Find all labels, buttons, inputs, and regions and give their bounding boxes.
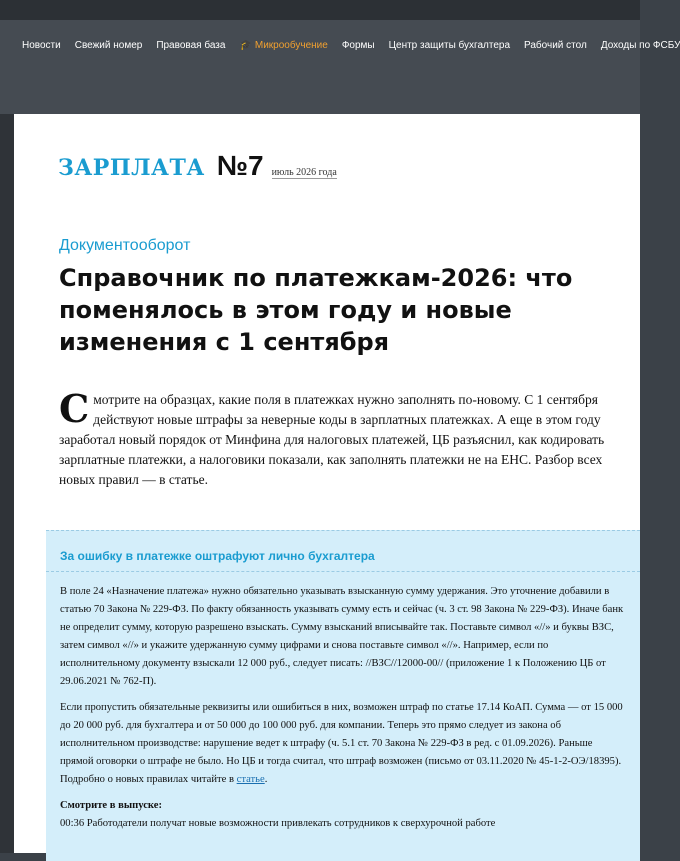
article-rubric[interactable]: Документооборот bbox=[59, 237, 191, 254]
see-also-item[interactable]: 00:36 Работодатели получат новые возможности привлекать сотрудников к сверхурочной работе bbox=[60, 818, 496, 829]
left-sidebar bbox=[0, 114, 14, 853]
article-page bbox=[14, 114, 640, 853]
issue-number: №7 bbox=[216, 150, 264, 181]
info-box-body bbox=[60, 583, 628, 833]
info-paragraph-1: В поле 24 «Назначение платежа» нужно обязательно указывать взысканную сумму удержания. Это уточнение добавили в статью 70 Закона № 229-ФЗ. По факту обязанность указывать сумму есть и сейчас (ч. 3 ст. 98 Закона № 229-ФЗ). Иначе банк не определит сумму, которую разрешено взыскать. Сумму взысканий вписывайте так. Поставьте символ «//» и буквы ВЗС, затем символ «//» и укажите удержанную сумму цифрами и снова поставьте символ «//». Например, если по исполнительному документу взыскали 12 000 руб., следует писать: //ВЗС//12000-00// (приложение 1 к Положению ЦБ от 29.06.2021 № 762-П). bbox=[60, 586, 624, 687]
info-paragraph-2-end: . bbox=[264, 774, 268, 785]
nav-item-accountant-protection[interactable]: Центр защиты бухгалтера bbox=[388, 39, 511, 51]
masthead bbox=[58, 150, 337, 182]
info-box-divider bbox=[46, 571, 640, 572]
article-lead bbox=[59, 386, 609, 490]
article-title: Справочник по платежкам-2026: что поменялось в этом году и новые изменения с 1 сентября bbox=[59, 264, 573, 356]
info-paragraph-2-text: Если пропустить обязательные реквизиты или ошибиться в них, возможен штраф по статье 17.14 КоАП. Сумма — от 15 000 до 20 000 руб. для бухгалтера и от 50 000 до 100 000 руб. для компании. Теперь это прямо следует из закона об исполнительном производстве: нарушение ведет к штрафу (ч. 5.1 ст. 70 Закона № 229-ФЗ в ред. с 01.09.2026). Раньше прямой оговорки о штрафе не было. Но ЦБ и тогда считал, что штраф возможен (письмо от 03.11.2020 № 45-1-2-ОЭ/18395). Подробно о новых правилах читайте в bbox=[60, 702, 623, 785]
info-box-title: За ошибку в платежке оштрафуют лично бухгалтера bbox=[60, 549, 375, 563]
info-paragraph-2 bbox=[60, 699, 628, 789]
nav-item-forms[interactable]: Формы bbox=[341, 39, 375, 51]
see-also bbox=[60, 797, 628, 833]
main-nav bbox=[0, 20, 680, 70]
magazine-logo[interactable]: ЗАРПЛАТА bbox=[58, 155, 205, 181]
nav-item-news[interactable]: Новости bbox=[22, 39, 61, 51]
issue-date[interactable]: июль 2026 года bbox=[271, 167, 337, 178]
header-band bbox=[0, 70, 640, 114]
info-box bbox=[46, 530, 640, 861]
article-link[interactable]: статье bbox=[236, 774, 265, 785]
nav-item-fresh-issue[interactable]: Свежий номер bbox=[74, 39, 143, 51]
nav-item-microlearning-label: Микрообучение bbox=[254, 39, 328, 51]
graduation-cap-icon: 🎓 bbox=[239, 39, 252, 51]
nav-item-legal-base[interactable]: Правовая база bbox=[156, 39, 226, 51]
lead-text: мотрите на образцах, какие поля в платежках нужно заполнять по-новому. С 1 сентября действуют новые штрафы за неверные коды в зарплатных платежках. А еще в этом году заработал новый порядок от Минфина для налоговых платежей, ЦБ разъяснил, как кодировать зарплатные платежки, а налоговики показали, как заполнять платежки не на ЕНС. Разбор всех новых правил — в статье. bbox=[59, 392, 605, 487]
see-also-label: Смотрите в выпуске: bbox=[60, 800, 162, 811]
window-top-strip bbox=[0, 0, 640, 20]
nav-item-microlearning[interactable] bbox=[239, 40, 327, 51]
nav-item-desktop[interactable]: Рабочий стол bbox=[524, 39, 587, 51]
drop-cap: С bbox=[59, 386, 90, 431]
nav-item-fsbu-income[interactable]: Доходы по ФСБУ bbox=[600, 39, 680, 51]
